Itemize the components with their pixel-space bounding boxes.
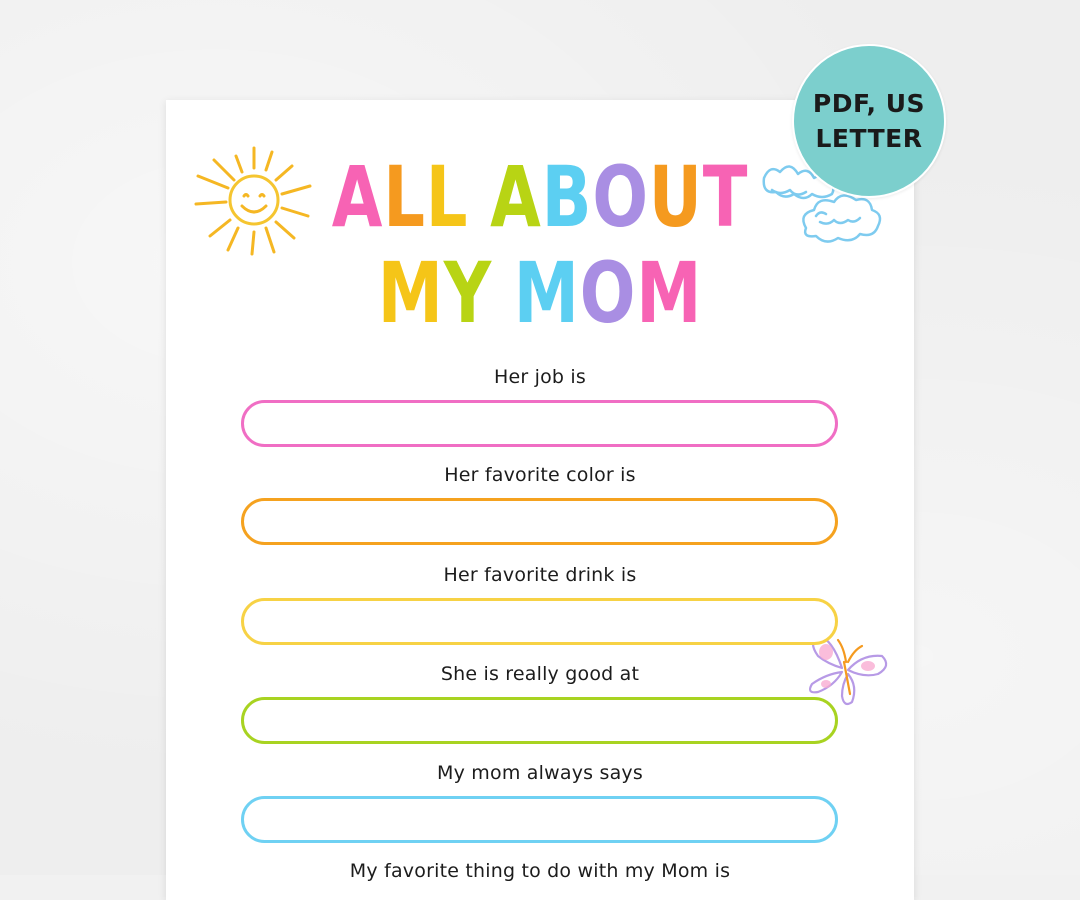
good-at-field[interactable]: [241, 697, 838, 744]
title-line-2-letter: Y: [443, 244, 492, 342]
title-line-1-letter: T: [702, 148, 749, 246]
title-line-2-letter: M: [513, 244, 580, 342]
field-label-job: Her job is: [493, 366, 586, 388]
title-line-2-letter: M: [636, 244, 703, 342]
field-label-favorite-drink: Her favorite drink is: [443, 564, 637, 586]
title-line-1-letter: L: [425, 148, 469, 246]
badge-line-1: PDF, US: [812, 89, 926, 118]
field-label-favorite-thing: My favorite thing to do with my Mom is: [349, 860, 731, 882]
field-label-always-says: My mom always says: [437, 762, 643, 784]
title-line-1-letter: O: [592, 148, 649, 246]
title-line-2-letter: O: [579, 244, 637, 342]
title-line-2: [119, 244, 961, 342]
field-label-good-at: She is really good at: [440, 663, 640, 685]
badge-line-2: LETTER: [815, 124, 923, 153]
title-line-1-letter: B: [541, 148, 593, 246]
format-badge: [792, 44, 946, 198]
title-line-1-letter: L: [383, 148, 426, 246]
title-line-1-letter: U: [648, 148, 703, 246]
always-says-field[interactable]: [241, 796, 838, 843]
favorite-color-field[interactable]: [241, 498, 838, 545]
title-line-1-letter: A: [331, 148, 384, 246]
title-line-2-letter: M: [377, 244, 444, 342]
title-line-1-letter: A: [490, 148, 542, 246]
favorite-drink-field[interactable]: [241, 598, 838, 645]
field-label-favorite-color: Her favorite color is: [444, 464, 636, 486]
job-field[interactable]: [241, 400, 838, 447]
